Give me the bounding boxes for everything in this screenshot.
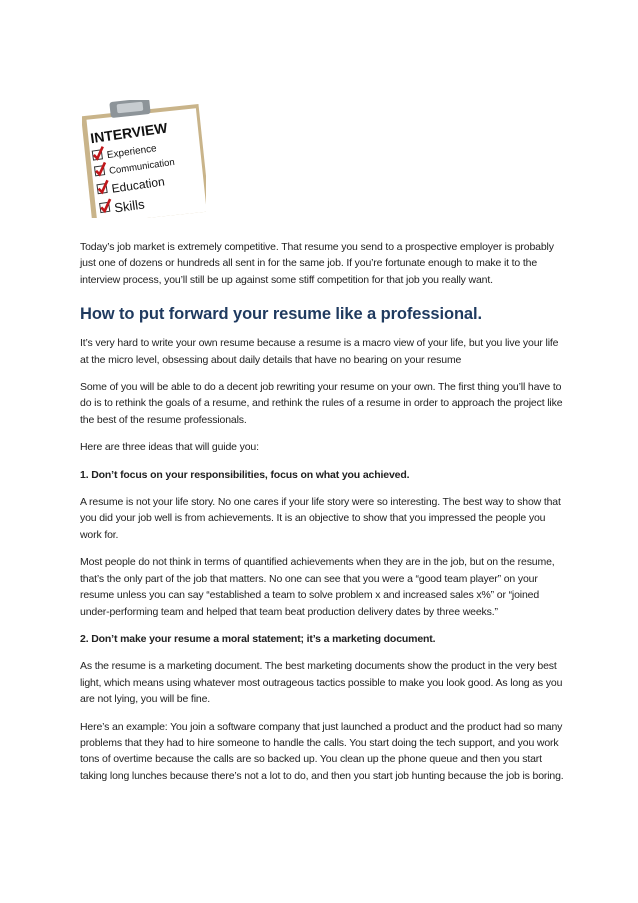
image-item-1: Experience [106, 143, 158, 162]
image-item-4: Skills [113, 196, 146, 216]
paragraph-quantified: Most people do not think in terms of quantified achievements when they are in the job, but on the resume, that’s the only part of the job that matters. No one can see that you were a “good team player” on your resume unless you can say “established a team to solve problem x and increased sales x%” or “joined under-performing team and helped that team beat production delivery dates by three weeks.” [80, 556, 555, 618]
paragraph-intro: Today’s job market is extremely competitive. That resume you send to a prospective employer is probably just one of dozens or hundreds all sent in for the same job. If you’re fortunate enough to make it to the interview process, you’ll still be up against some stiff competition for that job you really want. [80, 241, 554, 286]
image-title: INTERVIEW [89, 119, 169, 147]
image-item-2: Communication [108, 156, 176, 177]
subheading-idea-1: 1. Don’t focus on your responsibilities, focus on what you achieved. [80, 468, 410, 481]
paragraph-example: Here’s an example: You join a software company that just launched a product and the product had so many problems that they had to hire someone to handle the calls. You start doing the tech support, and you work tons of overtime because the calls are so backed up. You clean up the phone queue and then you start taking long lunches because there’s not a lot to do, and then you start job hunting because the job is boring. [80, 720, 564, 782]
document-page [80, 100, 566, 784]
image-item-3: Education [110, 174, 166, 196]
paragraph-marketing: As the resume is a marketing document. The best marketing documents show the product in the very best light, which means using whatever most outrageous tactics possible to make you look good. As long as you are not lying, you will be fine. [80, 660, 563, 706]
section-heading: How to put forward your resume like a professional. [80, 305, 482, 324]
paragraph-rethink: Some of you will be able to do a decent job rewriting your resume on your own. The first thing you’ll have to do is to rethink the goals of a resume, and rethink the rules of a resume in order to approach the project like the best of the resume professionals. [80, 381, 563, 426]
interview-clipboard-image [82, 100, 206, 218]
paragraph-difficulty: It’s very hard to write your own resume because a resume is a macro view of your life, but you live your life at the micro level, obsessing about daily details that have no bearing on your resume [80, 337, 559, 366]
subheading-idea-2: 2. Don’t make your resume a moral statement; it’s a marketing document. [80, 632, 436, 645]
paragraph-ideas-intro: Here are three ideas that will guide you: [80, 441, 259, 454]
paragraph-achievements: A resume is not your life story. No one cares if your life story were so interesting. The best way to show that you did your job well is from achievements. It is an objective to show that you impressed the people you work for. [80, 496, 561, 541]
